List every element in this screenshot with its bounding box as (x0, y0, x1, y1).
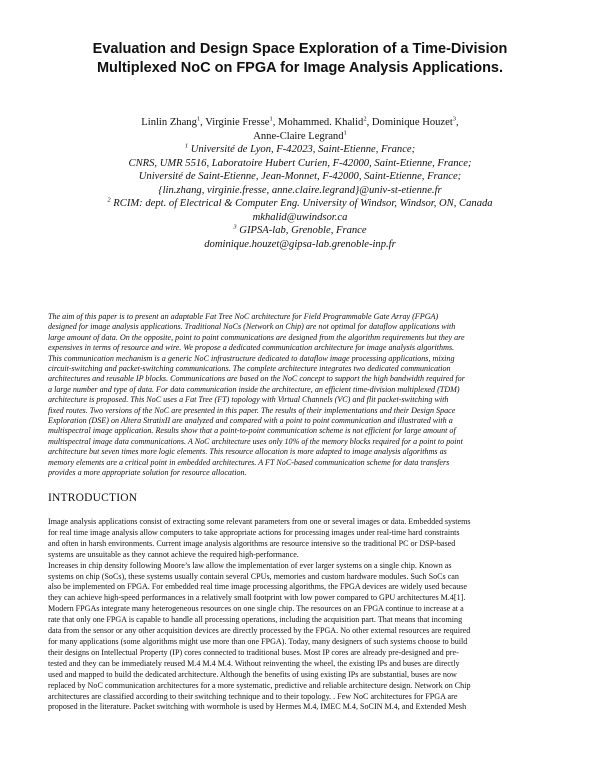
abstract-line: a large number and type of data. For data communication inside the architecture, an efficient time-division multiplexed (TDM) (48, 384, 460, 394)
abstract-line: This communication mechanism is a generic NoC infrastructure dedicated to dataflow image processing applications, mixing (48, 353, 455, 363)
abstract-line: multispectral image data communications. A NoC architecture uses only 10% of the memory blocks required for a point to point (48, 436, 463, 446)
abstract (48, 312, 554, 479)
author-name: Anne-Claire Legrand (253, 130, 344, 142)
body-line: replaced by NoC communication architectures for a more systematic, predictive and reliable architecture design. Network on Chip (48, 680, 471, 690)
affiliation-email: mkhalid@uwindsor.ca (252, 211, 348, 223)
affiliation-line (80, 211, 520, 225)
body-line: tested and they can be immediately reused M.4 M.4 M.4. Without reinventing the wheel, the existing IPs and buses are directly (48, 658, 460, 668)
author-name: , Virginie Fresse (200, 117, 270, 128)
title-line: Multiplexed NoC on FPGA for Image Analysis Applications. (96, 60, 504, 76)
abstract-line: expensives in terms of resource and wire. We propose a dedicated communication architecture for image analysis algorithms. (48, 343, 455, 353)
affiliation-line (80, 197, 520, 211)
author-line (80, 116, 520, 130)
abstract-line: multispectral image application. Results show that a point-to-point communication scheme is not efficient for large amount of (48, 426, 456, 436)
body-line: their designs on Intellectual Property (IP) cores connected to traditional buses. Most IP cores are already pre-designed and pre- (48, 647, 459, 657)
affiliation-mark: 1 (196, 115, 201, 123)
abstract-line: circuit-switching and packet-switching communications. The complete architecture integrates two dedicated communication (48, 364, 451, 374)
paper-title (40, 40, 560, 78)
abstract-line: architecture is proposed. This NoC uses a Fat Tree (FT) topology with Virtual Channels (VC) and flit packet-switching with (48, 395, 449, 405)
affiliation-text: RCIM: dept. of Electrical & Computer Eng. University of Windsor, Windsor, ON, Canada (110, 198, 493, 209)
body-line: for real time image analysis allow computers to take appropriate actions for processing images under real-time hard constraints (48, 527, 460, 537)
affiliation-mark: 2 (107, 196, 111, 204)
affiliation-mark: 2 (363, 115, 367, 123)
affiliation-line (80, 224, 520, 238)
body-line: systems are unsuitable as they cannot achieve the required high-performance. (48, 549, 299, 559)
affiliation-mark: 3 (452, 115, 457, 123)
abstract-line: large amount of data. On the opposite, point to point communications are designed from the algorithm requirements but they are (48, 332, 465, 342)
affiliation-text: CNRS, UMR 5516, Laboratoire Hubert Curien, F-42000, Saint-Etienne, France; (128, 157, 472, 169)
affiliation-text: Université de Lyon, F-42023, Saint-Etienne, France; (188, 144, 416, 155)
author-line (80, 130, 520, 144)
author-name: , Dominique Houzet (366, 117, 453, 128)
affiliation-line (80, 238, 520, 252)
affiliation-mark: 3 (233, 223, 237, 231)
author-name: , Mohammed. Khalid (272, 117, 364, 128)
affiliation-text: Université de Saint-Etienne, Jean-Monnet, F-42000, Saint-Etienne, France; (138, 171, 462, 182)
body-line: systems on chip (SoCs), these systems usually contain several CPUs, memories and custom hardware modules. Such SoCs can (48, 571, 459, 581)
affiliation-email: {lin.zhang, virginie.fresse, anne.claire.legrand}@univ-st-etienne.fr (158, 184, 442, 196)
body-line: proposed in the literature. Packet switching with wormhole is used by Hermes M.4, IMEC M.4, SoCIN M.4, and Extended Mesh (48, 702, 467, 712)
body-line: and often in harsh environments. Current image analysis algorithms are resource intensive so the traditional PC or DSP-based (48, 538, 456, 548)
affiliation-mark: 1 (269, 115, 273, 123)
affiliation-email: dominique.houzet@gipsa-lab.grenoble-inp.fr (204, 238, 396, 250)
abstract-line: The aim of this paper is to present an adaptable Fat Tree NoC architecture for Field Programmable Gate Array (FPGA) (48, 312, 439, 321)
body-line: they can achieve high-speed performances in a relatively small footprint with low power compared to GPU architectures M.4[1]. (48, 593, 466, 603)
author-separator: , (456, 117, 459, 128)
body-line: rate that only one FPGA is capable to handle all processing operations, including the acquisition part. That means that incoming (48, 615, 463, 625)
abstract-line: architectures and reusable IP blocks. Communications are based on the NoC concept to support the high bandwidth required for (48, 374, 465, 384)
abstract-line: provides a more appropriate solution for resource allocation. (48, 468, 247, 478)
abstract-line: fixed routes. Two versions of the NoC are presented in this paper. The results of their implementations and their Design Space (48, 405, 456, 415)
section-heading: INTRODUCTION (48, 492, 138, 504)
abstract-line: designed for image analysis applications. Traditional NoCs (Network on Chip) are not optimal for dataflow applications with (48, 322, 456, 332)
author-block (80, 116, 520, 251)
body-line: Image analysis applications consist of extracting some relevant parameters from one or several images or data. Embedded systems (48, 517, 471, 526)
body-line: used and mapped to build the dedicated architecture. Although the benefits of using existing IPs are substantial, buses are now (48, 669, 457, 679)
affiliation-line (80, 184, 520, 198)
abstract-line: Exploration (DSE) on Altera StratixII are analyzed and compared with a point to point communication and illustrated with a (48, 416, 453, 426)
abstract-line: architecture but seven times more logic elements. This resource allocation is more adapted to image analysis algorithms as (48, 447, 447, 457)
affiliation-mark: 1 (343, 128, 347, 136)
abstract-line: memory elements are a critical point in embedded architectures. A FT NoC-based communication scheme for data transfers (48, 457, 450, 467)
body-text (48, 517, 554, 713)
affiliation-mark: 1 (184, 142, 189, 150)
body-line: also be implemented on FPGA. For embedded real time image processing algorithms, the FPGA devices are widely used because (48, 582, 467, 592)
affiliation-line (80, 157, 520, 171)
affiliation-text: GIPSA-lab, Grenoble, France (236, 225, 367, 236)
affiliation-line (80, 170, 520, 184)
body-line: data from the sensor or any other acquisition devices are directly processed by the FPGA. No other external resources are required (48, 626, 471, 636)
body-line: Modern FPGAs integrate many heterogeneous resources on one single chip. The resources on an FPGA continue to increase at a (48, 604, 464, 614)
author-name: Linlin Zhang (141, 117, 197, 128)
body-line: for many applications (some algorithms might use more than one FPGA). Today, many designers of such systems choose to build (48, 636, 468, 646)
body-line: Increases in chip density following Moore’s law allow the implementation of ever larger systems on a single chip. Known as (48, 560, 452, 570)
title-line: Evaluation and Design Space Exploration of a Time-Division (92, 41, 508, 57)
affiliation-line (80, 143, 520, 157)
body-line: architectures are classified according to their switching technique and to their topology. . Few NoC architectures for FPGA are (48, 691, 458, 701)
